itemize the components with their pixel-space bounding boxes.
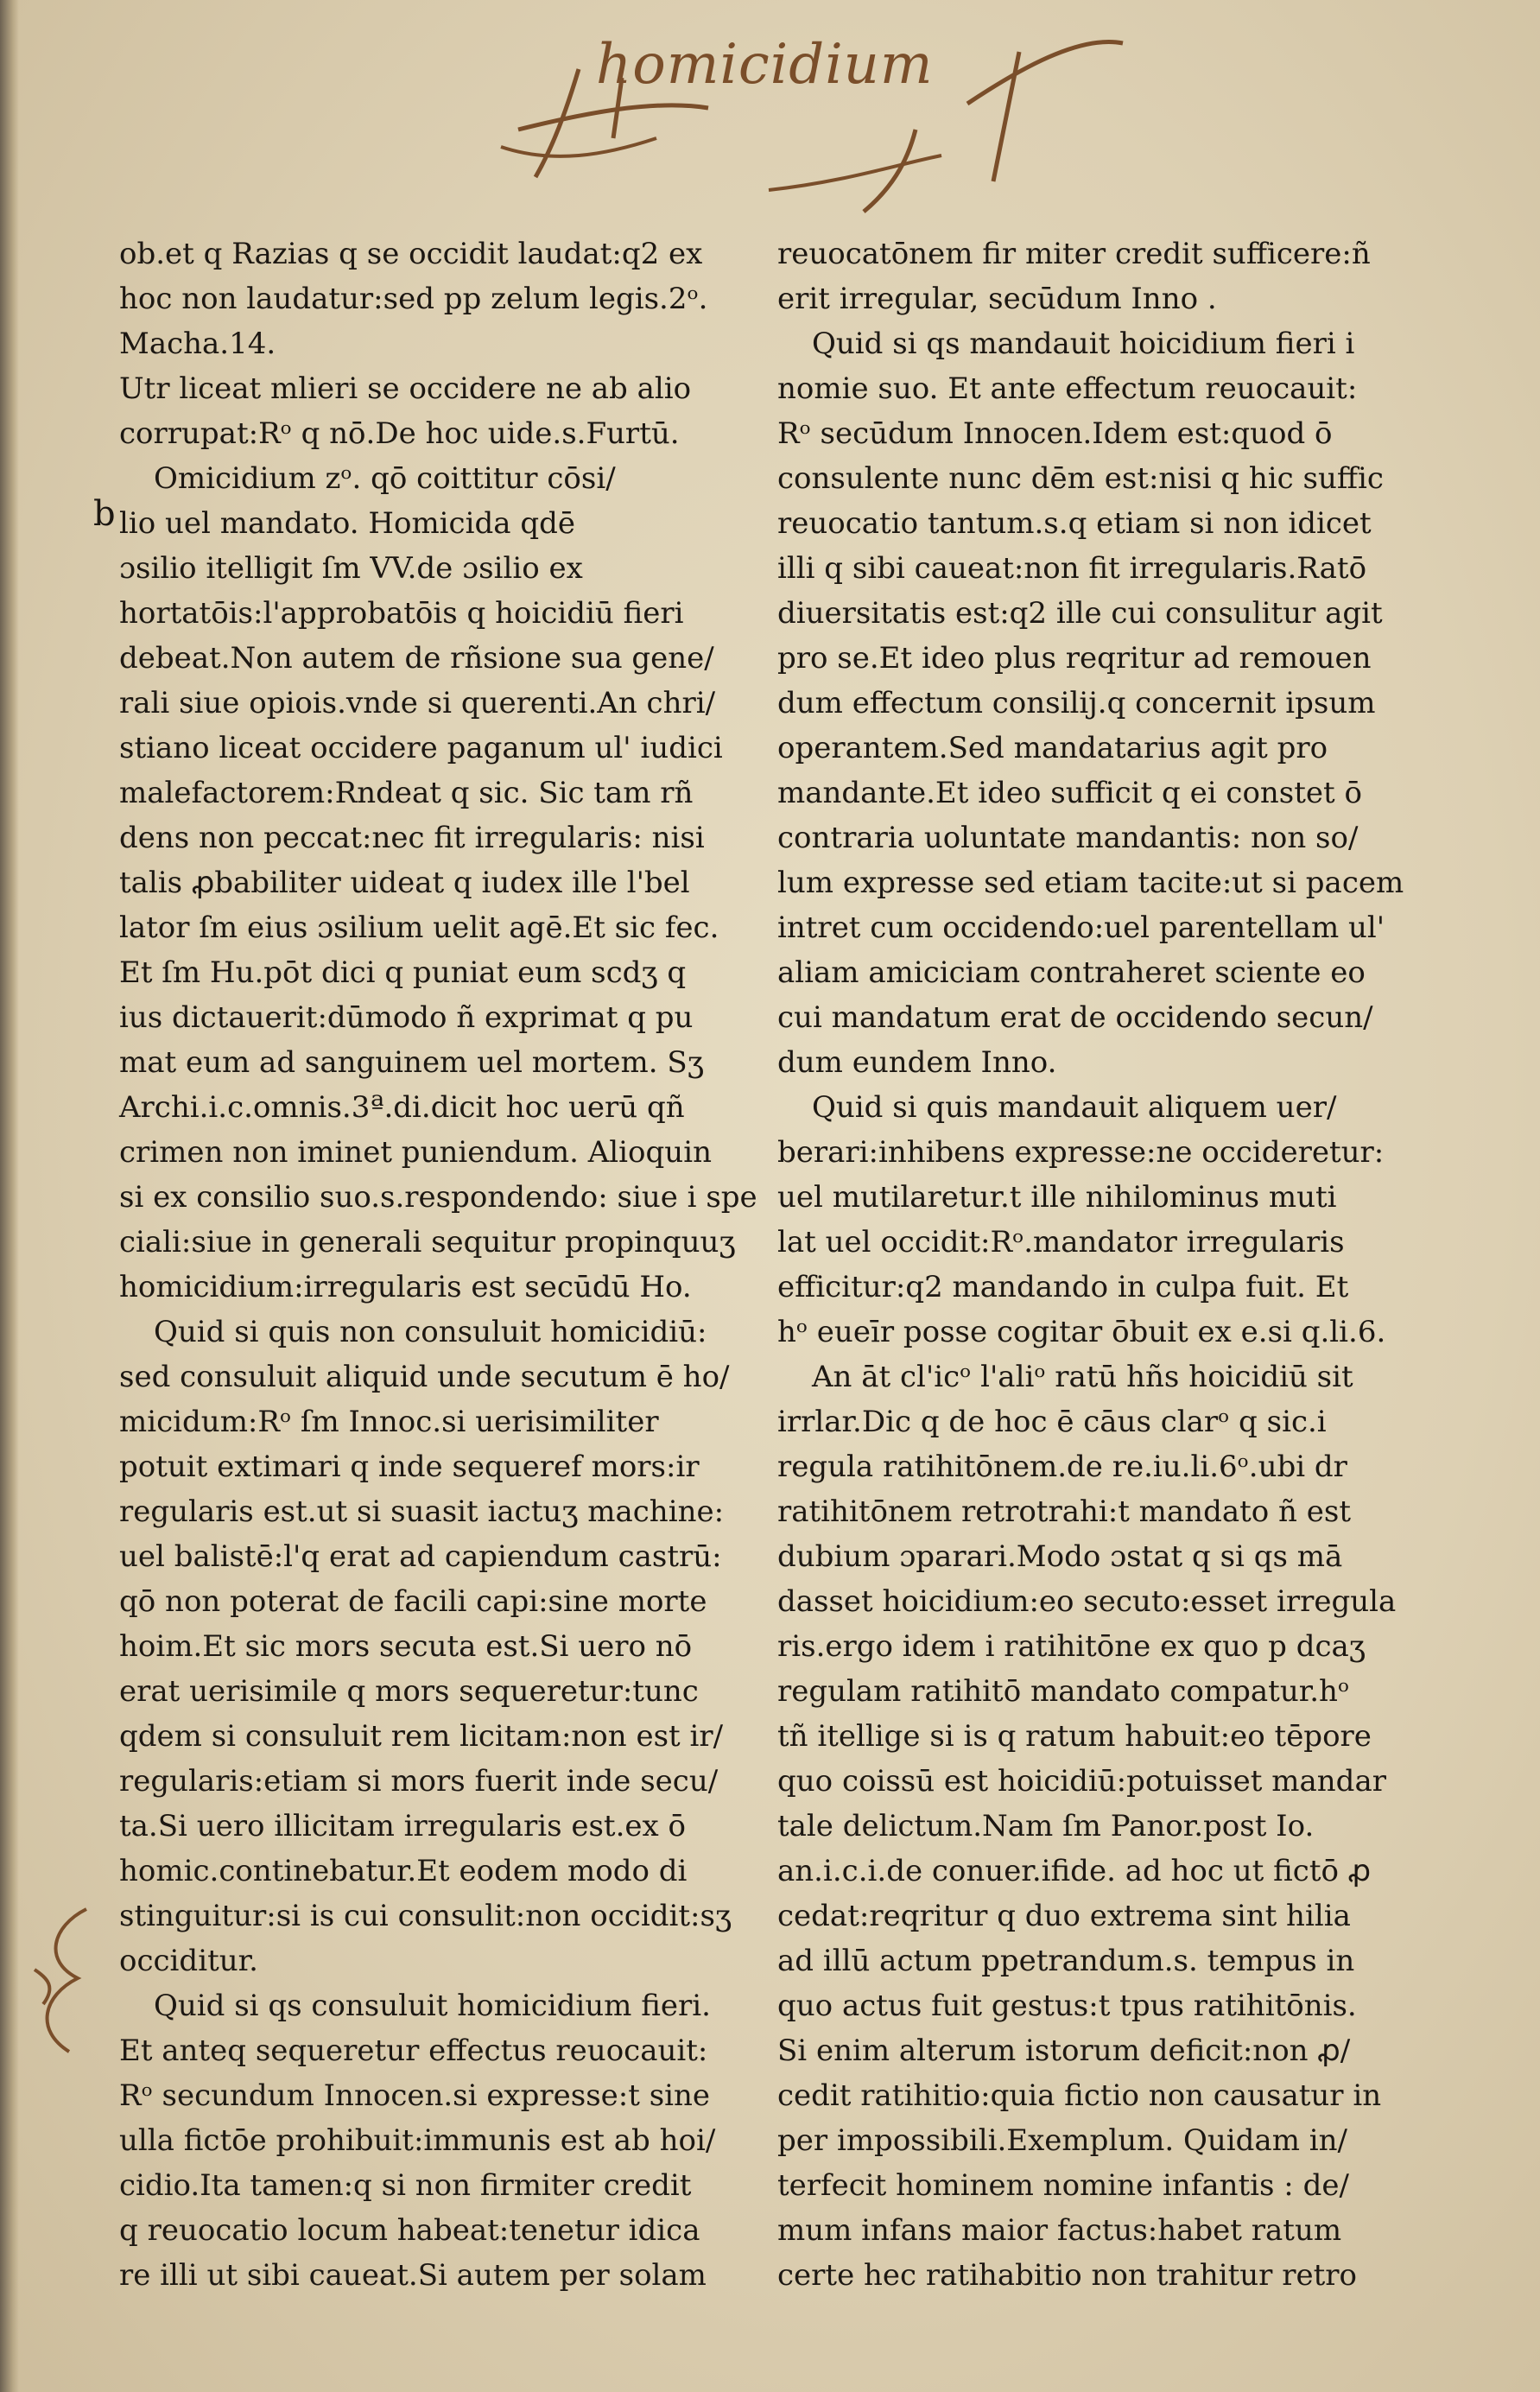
text-line: reuocatio tantum.s.q etiam si non idicet — [777, 506, 1372, 541]
text-line: erit irregular, secūdum Inno . — [777, 282, 1217, 316]
text-line: certe hec ratihabitio non trahitur retro — [777, 2258, 1357, 2293]
text-line: nomie suo. Et ante effectum reuocauit: — [777, 371, 1358, 406]
text-line: lator ſm eius ɔsilium uelit agē.Et sic fec. — [119, 910, 719, 945]
text-line: Si enim alterum istorum deficit:non ꝓ/ — [777, 2034, 1351, 2068]
text-line: lum expresse sed etiam tacite:ut si pacem — [777, 866, 1404, 900]
text-line: dum eundem Inno. — [777, 1045, 1057, 1080]
marginal-initial: b — [93, 494, 116, 534]
text-line: homicidium:irregularis est secūdū Ho. — [119, 1270, 692, 1304]
text-line: Omicidium zᵒ. qō coittitur cōsi/ — [154, 461, 616, 496]
text-line: malefactorem:Rndeat q sic. Sic tam rñ — [119, 776, 694, 810]
text-line: lio uel mandato. Homicida qdē — [119, 506, 575, 541]
text-line: dens non peccat:nec fit irregularis: nisi — [119, 821, 705, 855]
text-line: contraria uoluntate mandantis: non so/ — [777, 821, 1359, 855]
text-line: Quid si quis mandauit aliquem uer/ — [812, 1090, 1337, 1125]
text-line: per impossibili.Exemplum. Quidam in/ — [777, 2123, 1347, 2158]
text-line: efficitur:q2 mandando in culpa fuit. Et — [777, 1270, 1349, 1304]
text-line: terfecit hominem nomine infantis : de/ — [777, 2168, 1349, 2203]
text-line: cedit ratihitio:quia fictio non causatur in — [777, 2078, 1382, 2113]
text-line: qō non poterat de facili capi:sine morte — [119, 1584, 707, 1619]
text-line: ratihitōnem retrotrahi:t mandato ñ est — [777, 1494, 1351, 1529]
text-line: hortatōis:l'approbatōis q hoicidiū fieri — [119, 596, 684, 631]
text-line: reuocatōnem fir miter credit sufficere:ñ — [777, 237, 1371, 271]
text-line: Rᵒ secūdum Innocen.Idem est:quod ō — [777, 416, 1333, 451]
text-line: berari:inhibens expresse:ne occideretur: — [777, 1135, 1385, 1170]
text-line: micidum:Rᵒ ſm Innoc.si uerisimiliter — [119, 1405, 659, 1439]
text-line: re illi ut sibi caueat.Si autem per solam — [119, 2258, 707, 2293]
text-line: dum effectum consilij.q concernit ipsum — [777, 686, 1376, 720]
text-line: Utr liceat mlieri se occidere ne ab alio — [119, 371, 692, 406]
text-line: hᵒ eueīr posse cogitar ōbuit ex e.si q.li.6. — [777, 1315, 1386, 1349]
text-line: irrlar.Dic q de hoc ē cāus clarᵒ q sic.i — [777, 1405, 1327, 1439]
text-line: an.i.c.i.de conuer.ifide. ad hoc ut fictō ꝓ — [777, 1854, 1372, 1888]
text-line: illi q sibi caueat:non fit irregularis.Ratō — [777, 551, 1367, 586]
text-line: regula ratihitōnem.de re.iu.li.6ᵒ.ubi dr — [777, 1450, 1347, 1484]
text-line: mandante.Et ideo sufficit q ei constet ō — [777, 776, 1362, 810]
left-text-column — [119, 232, 757, 2298]
text-line: regulam ratihitō mandato compatur.hᵒ — [777, 1674, 1350, 1709]
marginal-bracket-mark — [17, 1892, 104, 2065]
text-line: homic.continebatur.Et eodem modo di — [119, 1854, 688, 1888]
text-line: debeat.Non autem de rñsione sua gene/ — [119, 641, 714, 676]
text-line: cui mandatum erat de occidendo secun/ — [777, 1000, 1373, 1035]
text-line: ta.Si uero illicitam irregularis est.ex ō — [119, 1809, 686, 1843]
page-gutter — [0, 0, 19, 2392]
text-line: intret cum occidendo:uel parentellam ul' — [777, 910, 1385, 945]
text-line: Rᵒ secundum Innocen.si expresse:t sine — [119, 2078, 711, 2113]
text-line: rali siue opiois.vnde si querenti.An chri/ — [119, 686, 716, 720]
text-line: hoim.Et sic mors secuta est.Si uero nō — [119, 1629, 693, 1664]
text-line: talis ꝓbabiliter uideat q iudex ille l'bel — [119, 866, 690, 900]
handwritten-heading: homicidium — [596, 33, 934, 97]
text-line: quo actus fuit gestus:t tpus ratihitōnis. — [777, 1989, 1357, 2023]
text-line: lat uel occidit:Rᵒ.mandator irregularis — [777, 1225, 1345, 1259]
text-line: tale delictum.Nam ſm Panor.post Io. — [777, 1809, 1315, 1843]
text-line: qdem si consuluit rem licitam:non est ir/ — [119, 1719, 724, 1754]
text-line: quo coissū est hoicidiū:potuisset mandar — [777, 1764, 1386, 1799]
text-line: ɔsilio itelligit ſm VV.de ɔsilio ex — [119, 551, 583, 586]
text-line: uel mutilaretur.t ille nihilominus muti — [777, 1180, 1337, 1215]
text-line: mum infans maior factus:habet ratum — [777, 2213, 1342, 2248]
text-line: Et anteq sequeretur effectus reuocauit: — [119, 2034, 708, 2068]
text-line: ris.ergo idem i ratihitōne ex quo p dcaʒ — [777, 1629, 1366, 1664]
text-line: dubium ɔparari.Modo ɔstat q si qs mā — [777, 1539, 1343, 1574]
text-line: Quid si qs mandauit hoicidium fieri i — [812, 327, 1355, 361]
text-line: occiditur. — [119, 1944, 258, 1978]
text-line: operantem.Sed mandatarius agit pro — [777, 731, 1328, 765]
text-line: ad illū actum ppetrandum.s. tempus in — [777, 1944, 1355, 1978]
text-line: hoc non laudatur:sed pp zelum legis.2ᵒ. — [119, 282, 708, 316]
text-line: stinguitur:si is cui consulit:non occidit:sʒ — [119, 1899, 732, 1933]
text-line: stiano liceat occidere paganum ul' iudici — [119, 731, 723, 765]
text-line: aliam amiciciam contraheret sciente eo — [777, 955, 1366, 990]
text-line: Archi.i.c.omnis.3ª.di.dicit hoc uerū qñ — [119, 1090, 685, 1125]
text-line: Et ſm Hu.pōt dici q puniat eum scdʒ q — [119, 955, 687, 990]
text-line: regularis est.ut si suasit iactuʒ machine: — [119, 1494, 725, 1529]
text-line: q reuocatio locum habeat:tenetur idica — [119, 2213, 700, 2248]
text-line: tñ itellige si is q ratum habuit:eo tēpore — [777, 1719, 1372, 1754]
text-line: corrupat:Rᵒ q nō.De hoc uide.s.Furtū. — [119, 416, 680, 451]
text-line: regularis:etiam si mors fuerit inde secu/ — [119, 1764, 719, 1799]
text-line: ulla fictōe prohibuit:immunis est ab hoi/ — [119, 2123, 716, 2158]
text-line: An āt cl'icᵒ l'aliᵒ ratū hñs hoicidiū sit — [812, 1360, 1353, 1394]
text-line: Macha.14. — [119, 327, 276, 361]
text-line: cedat:reqritur q duo extrema sint hilia — [777, 1899, 1351, 1933]
text-line: Quid si qs consuluit homicidium fieri. — [154, 1989, 711, 2023]
text-line: dasset hoicidium:eo secuto:esset irregula — [777, 1584, 1397, 1619]
text-line: erat uerisimile q mors sequeretur:tunc — [119, 1674, 699, 1709]
text-line: sed consuluit aliquid unde secutum ē ho/ — [119, 1360, 730, 1394]
text-line: crimen non iminet puniendum. Alioquin — [119, 1135, 712, 1170]
text-line: cidio.Ita tamen:q si non firmiter credit — [119, 2168, 692, 2203]
text-line: diuersitatis est:q2 ille cui consulitur agit — [777, 596, 1383, 631]
text-line: Quid si quis non consuluit homicidiū: — [154, 1315, 707, 1349]
text-line: ob.et q Razias q se occidit laudat:q2 ex — [119, 237, 703, 271]
text-line: uel balistē:l'q erat ad capiendum castrū: — [119, 1539, 722, 1574]
text-line: consulente nunc dēm est:nisi q hic suffic — [777, 461, 1384, 496]
text-line: mat eum ad sanguinem uel mortem. Sʒ — [119, 1045, 704, 1080]
text-line: si ex consilio suo.s.respondendo: siue i spe — [119, 1180, 757, 1215]
text-line: potuit extimari q inde sequeref mors:ir — [119, 1450, 700, 1484]
text-line: ius dictauerit:dūmodo ñ exprimat q pu — [119, 1000, 694, 1035]
right-text-column — [777, 232, 1421, 2298]
text-line: ciali:siue in generali sequitur propinquuʒ — [119, 1225, 736, 1259]
text-line: pro se.Et ideo plus reqritur ad remouen — [777, 641, 1372, 676]
